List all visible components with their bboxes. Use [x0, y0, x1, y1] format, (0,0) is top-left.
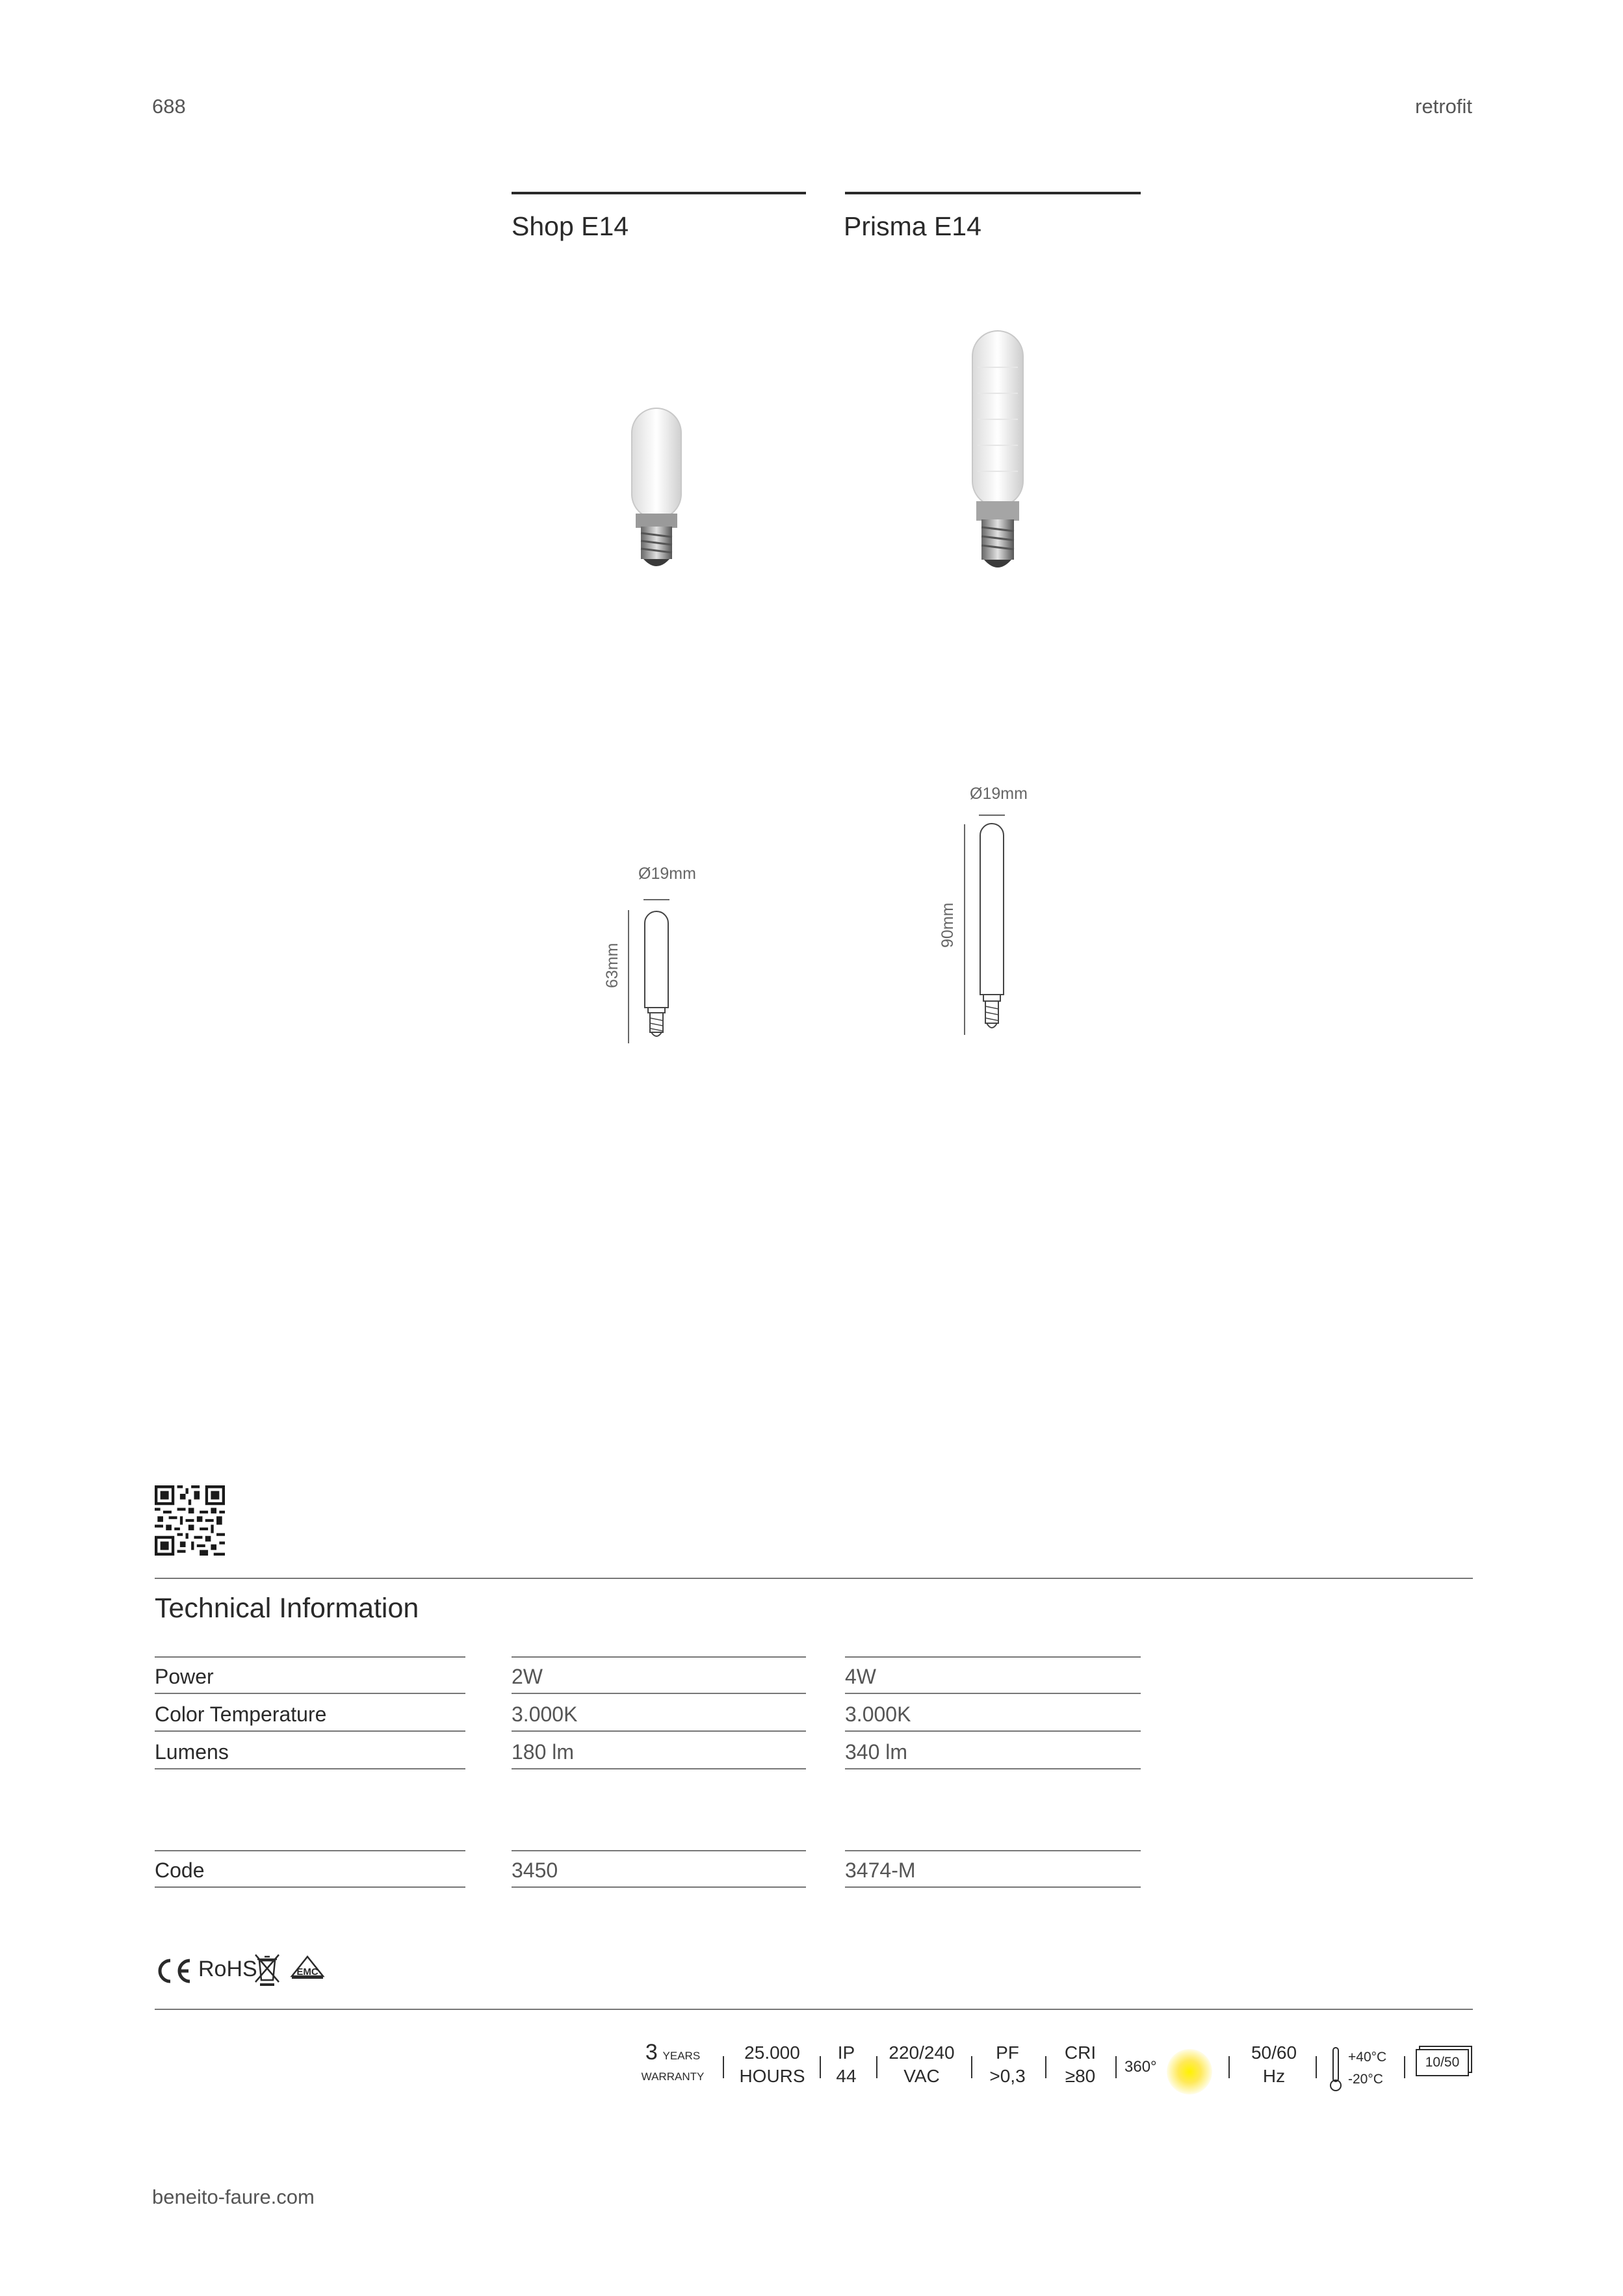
beam-angle-value: 360°: [1124, 2058, 1157, 2076]
spec-separator: [971, 2056, 972, 2078]
spec-separator: [876, 2056, 877, 2078]
shop-e14-diameter-label: Ø19mm: [638, 865, 696, 883]
ip-value: 44: [836, 2066, 857, 2086]
hours-label: HOURS: [739, 2066, 805, 2086]
shop-color-temperature-value: 3.000K: [512, 1694, 806, 1732]
prisma-code-value: 3474-M: [845, 1850, 1141, 1888]
row-color-temperature-label: Color Temperature: [155, 1694, 465, 1732]
pf-spec: [978, 2041, 1037, 2088]
prisma-e14-dimension-drawing: [955, 806, 1027, 1040]
spec-separator: [723, 2056, 724, 2078]
ce-mark-icon: [155, 1957, 194, 1985]
prisma-e14-height-label: 90mm: [939, 902, 957, 948]
page-number: 688: [152, 95, 186, 118]
emc-text: EMC: [296, 1966, 318, 1977]
prisma-e14-diameter-label: Ø19mm: [970, 785, 1028, 803]
shop-e14-height-label: 63mm: [603, 943, 621, 988]
section-rule: [155, 1578, 1473, 1579]
shop-e14-photo: [624, 403, 689, 572]
temp-max: +40°C: [1348, 2050, 1387, 2065]
ip-label: IP: [837, 2042, 855, 2063]
weee-bin-icon: [253, 1953, 281, 1987]
rohs-label: RoHS: [198, 1957, 257, 1981]
spec-separator: [1115, 2056, 1117, 2078]
voltage-label: VAC: [903, 2066, 940, 2086]
row-lumens-label: Lumens: [155, 1732, 465, 1769]
spec-separator: [1045, 2056, 1046, 2078]
warranty-number: 3: [645, 2040, 658, 2065]
pf-label: PF: [996, 2042, 1019, 2063]
hours-value: 25.000: [744, 2042, 800, 2063]
spec-separator: [1316, 2056, 1317, 2078]
technical-info-title: Technical Information: [155, 1593, 419, 1624]
voltage-value: 220/240: [889, 2042, 955, 2063]
product-1-rule: [512, 192, 806, 194]
section-title: retrofit: [1415, 95, 1472, 118]
row-power-label: Power: [155, 1656, 465, 1694]
qr-code-icon[interactable]: [155, 1485, 225, 1556]
temperature-range: [1348, 2046, 1386, 2091]
cri-spec: [1051, 2041, 1110, 2088]
spec-separator: [1228, 2056, 1230, 2078]
shop-e14-dimension-drawing: [621, 891, 692, 1047]
emc-mark-icon: [289, 1954, 326, 1987]
cri-label: CRI: [1064, 2042, 1097, 2063]
voltage-spec: [883, 2041, 961, 2088]
prisma-color-temperature-value: 3.000K: [845, 1694, 1141, 1732]
light-glow-icon: [1167, 2049, 1212, 2094]
specs-rule: [155, 2009, 1473, 2010]
pf-value: >0,3: [989, 2066, 1026, 2086]
row-code-label: Code: [155, 1850, 465, 1888]
hours-spec: [733, 2041, 811, 2088]
shop-code-value: 3450: [512, 1850, 806, 1888]
product-2-name: Prisma E14: [844, 211, 981, 241]
cri-value: ≥80: [1065, 2066, 1096, 2086]
prisma-power-value: 4W: [845, 1656, 1141, 1694]
warranty-label: WARRANTY: [641, 2070, 705, 2083]
frequency-value: 50/60: [1251, 2042, 1297, 2063]
frequency-label: Hz: [1262, 2066, 1286, 2086]
spec-separator: [820, 2056, 821, 2078]
shop-power-value: 2W: [512, 1656, 806, 1694]
frequency-spec: [1238, 2041, 1310, 2088]
prisma-lumens-value: 340 lm: [845, 1732, 1141, 1769]
product-1-name: Shop E14: [512, 211, 629, 241]
thermometer-icon: [1329, 2046, 1343, 2092]
warranty-spec: [640, 2041, 705, 2087]
website-link[interactable]: beneito-faure.com: [152, 2185, 315, 2208]
product-2-rule: [845, 192, 1141, 194]
prisma-e14-photo: [962, 328, 1033, 579]
spec-separator: [1404, 2056, 1405, 2078]
ip-spec: [827, 2041, 866, 2088]
shop-lumens-value: 180 lm: [512, 1732, 806, 1769]
warranty-unit: YEARS: [662, 2050, 701, 2062]
temp-min: -20°C: [1348, 2072, 1383, 2087]
box-quantity-icon: 10/50: [1416, 2049, 1469, 2076]
